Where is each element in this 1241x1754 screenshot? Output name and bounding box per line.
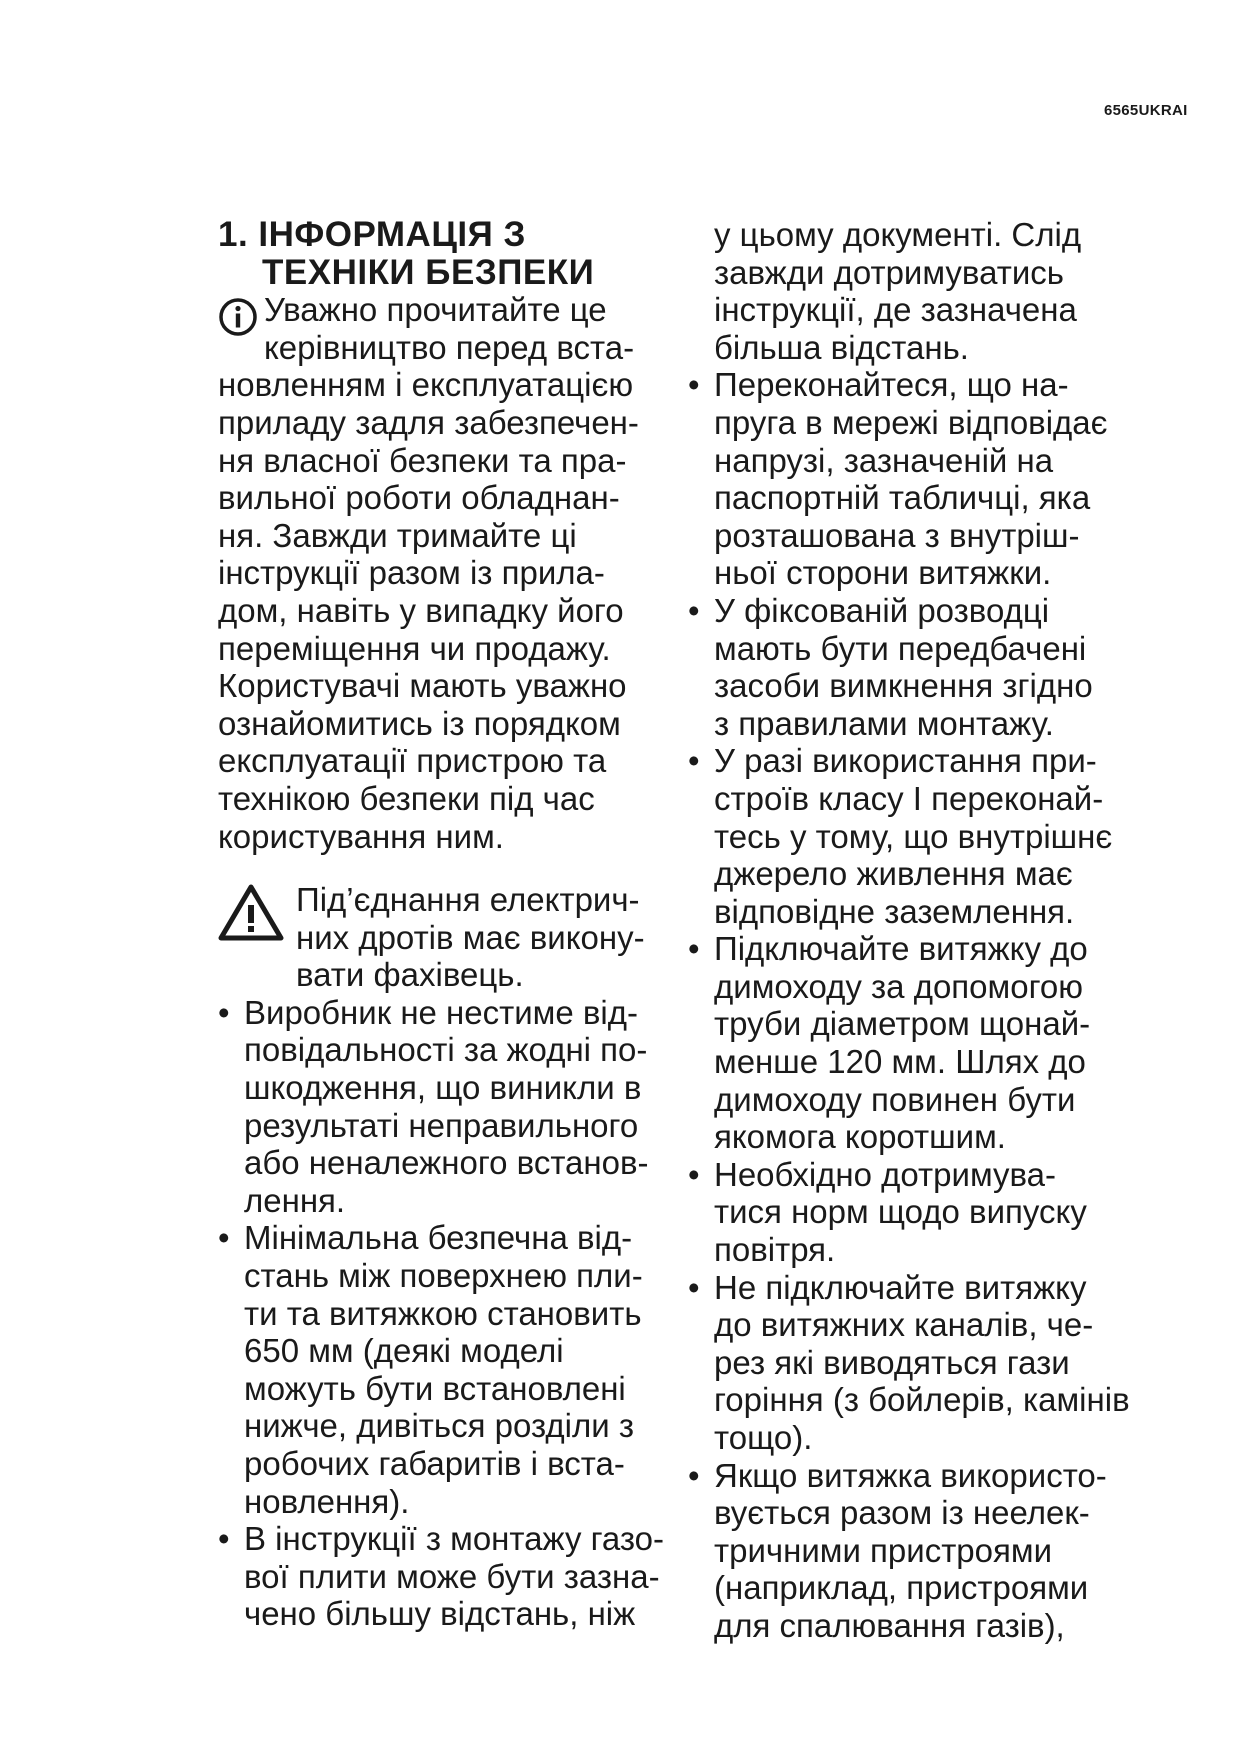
text-line: пруга в мережі відповідає (714, 403, 1108, 441)
text-line: керівництво перед вста- (264, 328, 635, 366)
bullet-marker: • (688, 742, 700, 780)
bullet-item (688, 1457, 1148, 1645)
text-line: інструкції разом із прила- (218, 554, 605, 592)
text-line: мають бути передбачені (714, 629, 1087, 667)
bullet-item (218, 994, 668, 1220)
text-line: ня. Завжди тримайте ці (218, 516, 577, 554)
bullet-item (218, 1520, 668, 1633)
text-line: труби діаметром щонай- (714, 1005, 1091, 1043)
text-line: у цьому документі. Слід (714, 216, 1082, 253)
heading-line: 1. ІНФОРМАЦІЯ З (218, 215, 526, 254)
text-line: тричними пристроями (714, 1531, 1053, 1569)
text-line: переміщення чи продажу. (218, 629, 611, 667)
text-line: Не підключайте витяжку (714, 1268, 1087, 1306)
bullet-item (688, 1269, 1148, 1457)
bullet-marker: • (218, 1219, 230, 1257)
text-line: новленням і експлуатацією (218, 366, 634, 404)
continued-text (688, 216, 1148, 366)
text-line: відповідне заземлення. (714, 892, 1075, 930)
left-bullet-list (218, 994, 668, 1633)
text-line: тощо). (714, 1419, 813, 1456)
text-line: напрузі, зазначеній на (714, 441, 1054, 479)
text-line: інструкції, де зазначена (714, 291, 1077, 329)
bullet-item (688, 1156, 1148, 1269)
text-line: ознайомитись із порядком (218, 704, 621, 742)
text-line: (наприклад, пристроями (714, 1569, 1089, 1607)
bullet-marker: • (688, 1155, 700, 1193)
warning-notice (218, 881, 668, 994)
text-line: чено більшу відстань, ніж (244, 1595, 636, 1633)
text-line: шкодження, що виникли в (244, 1069, 642, 1107)
text-line: У фіксованій розводці (714, 591, 1050, 629)
bullet-marker: • (688, 366, 700, 404)
intro-notice (218, 291, 668, 855)
text-line: лення. (244, 1181, 346, 1219)
text-line: якомога коротшим. (714, 1118, 1006, 1156)
text-line: стань між поверхнею пли- (244, 1257, 643, 1295)
text-line: строїв класу I переконай- (714, 779, 1104, 817)
text-line: Мінімальна безпечна від- (244, 1219, 633, 1257)
text-line: димоходу повинен бути (714, 1080, 1076, 1118)
text-line: рез які виводяться гази (714, 1343, 1070, 1381)
text-line: до витяжних каналів, че- (714, 1306, 1094, 1344)
left-column (218, 216, 668, 1633)
text-line: можуть бути встановлені (244, 1369, 626, 1407)
bullet-marker: • (218, 993, 230, 1031)
text-line: 650 мм (деякі моделі (244, 1332, 564, 1370)
bullet-item (218, 1219, 668, 1520)
text-line: них дротів має викону- (296, 918, 645, 956)
section-heading (218, 216, 668, 291)
text-line: з правилами монтажу. (714, 704, 1054, 742)
text-line: Виробник не нестиме від- (244, 993, 639, 1031)
bullet-item (688, 742, 1148, 930)
text-line: користування ним. (218, 817, 504, 855)
text-line: джерело живлення має (714, 855, 1073, 893)
heading-line: ТЕХНІКИ БЕЗПЕКИ (262, 252, 595, 292)
info-circle-icon (218, 297, 258, 337)
text-line: Необхідно дотримува- (714, 1155, 1057, 1193)
bullet-item (688, 930, 1148, 1156)
text-line: технікою безпеки під час (218, 779, 595, 817)
text-line: або неналежного встанов- (244, 1144, 649, 1182)
text-line: Якщо витяжка використо- (714, 1456, 1107, 1494)
text-line: ти та витяжкою становить (244, 1294, 642, 1332)
text-line: завжди дотримуватись (714, 253, 1064, 291)
text-line: Підключайте витяжку до (714, 930, 1088, 968)
warning-triangle-icon (218, 883, 284, 941)
bullet-marker: • (218, 1520, 230, 1558)
text-line: вої плити може бути зазна- (244, 1557, 660, 1595)
text-line: Користувачі мають уважно (218, 667, 627, 705)
text-line: В інструкції з монтажу газо- (244, 1520, 665, 1558)
text-line: розташована з внутріш- (714, 516, 1080, 554)
text-line: дом, навіть у випадку його (218, 591, 624, 629)
text-line: приладу задля забезпечен- (218, 403, 639, 441)
text-line: паспортній табличці, яка (714, 479, 1091, 517)
bullet-marker: • (688, 1456, 700, 1494)
right-column (688, 216, 1148, 1645)
text-line: ня власної безпеки та пра- (218, 441, 627, 479)
text-line: Переконайтеся, що на- (714, 366, 1069, 404)
text-line: робочих габаритів і вста- (244, 1445, 625, 1482)
text-line: результаті неправильного (244, 1106, 639, 1144)
bullet-marker: • (688, 591, 700, 629)
document-code: 6565UKRAI (1104, 102, 1188, 119)
bullet-item (688, 366, 1148, 592)
text-line: експлуатації пристрою та (218, 742, 607, 780)
text-line: У разі використання при- (714, 742, 1097, 780)
text-line: тесь у тому, що внутрішнє (714, 817, 1113, 855)
text-line: новлення). (244, 1482, 410, 1520)
text-line: для спалювання газів), (714, 1606, 1065, 1644)
text-line: Під’єднання електрич- (296, 881, 640, 919)
text-line: ньої сторони витяжки. (714, 554, 1052, 592)
bullet-marker: • (688, 930, 700, 968)
text-line: повітря. (714, 1231, 836, 1269)
text-line: більша відстань. (714, 328, 969, 366)
text-line: менше 120 мм. Шлях до (714, 1043, 1086, 1081)
bullet-item (688, 592, 1148, 742)
text-line: горіння (з бойлерів, камінів (714, 1381, 1130, 1419)
text-line: димоходу за допомогою (714, 967, 1083, 1005)
text-line: тися норм щодо випуску (714, 1193, 1087, 1231)
text-line: повідальності за жодні по- (244, 1031, 648, 1069)
text-line: засоби вимкнення згідно (714, 667, 1093, 705)
text-line: нижче, дивіться розділи з (244, 1407, 634, 1445)
bullet-marker: • (688, 1268, 700, 1306)
text-line: вується разом із неелек- (714, 1494, 1090, 1532)
warning-text (218, 881, 668, 994)
text-line: вильної роботи обладнан- (218, 479, 620, 517)
text-line: вати фахівець. (296, 956, 524, 994)
right-bullet-list (688, 366, 1148, 1644)
intro-text (218, 291, 668, 855)
text-line: Уважно прочитайте це (264, 291, 607, 329)
